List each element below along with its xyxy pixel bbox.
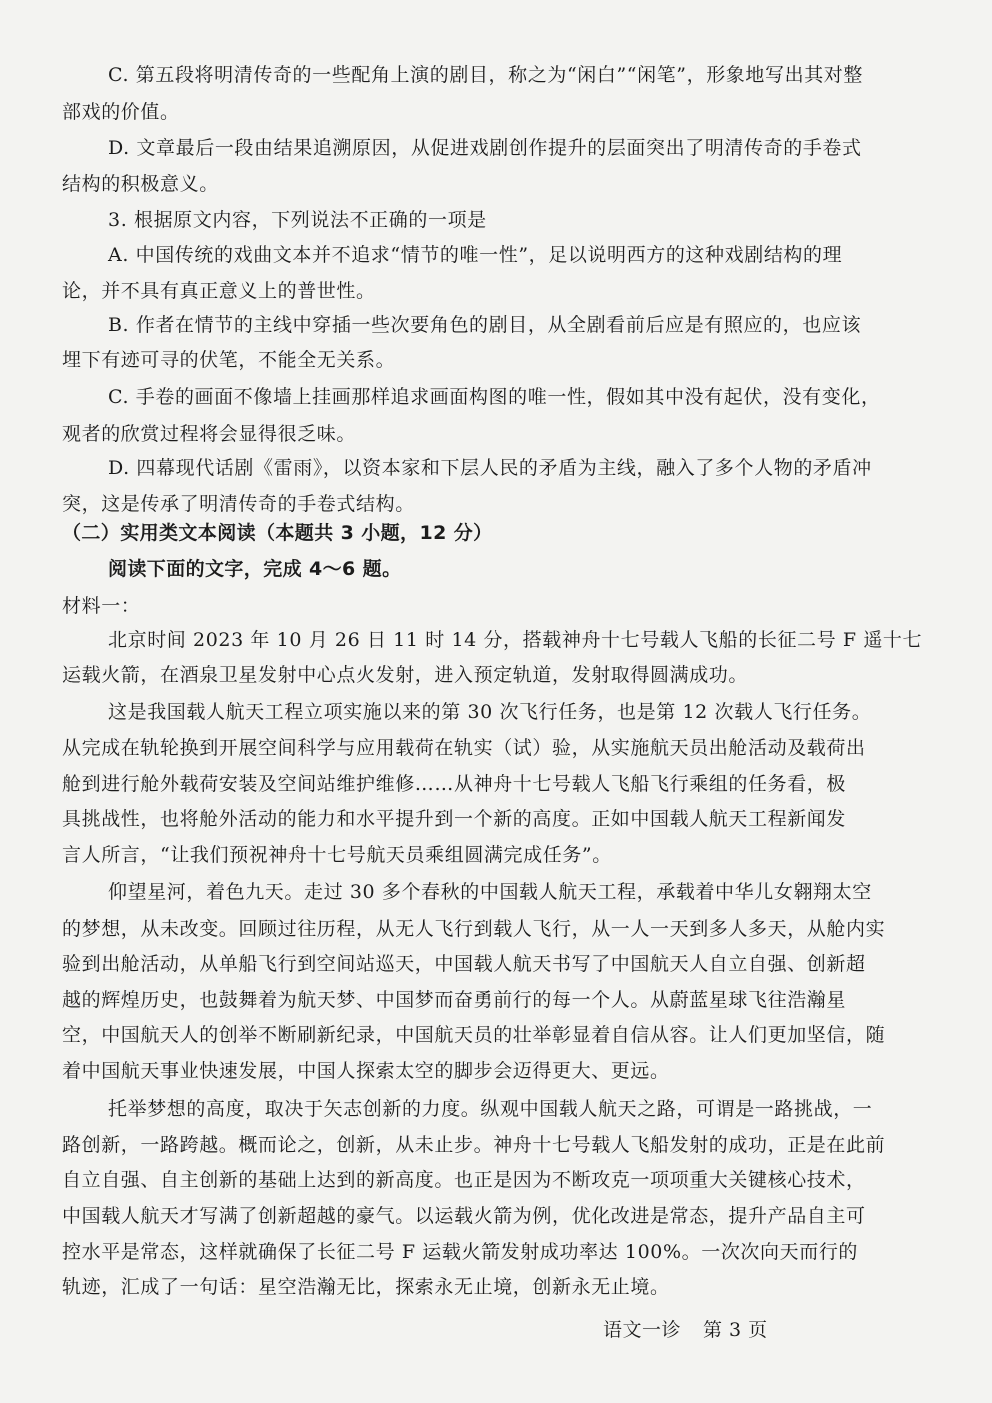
q3-option-b-line-1: B. 作者在情节的主线中穿插一些次要角色的剧目，从全剧看前后应是有照应的，也应该 <box>108 314 862 336</box>
q3-option-d-line-1: D. 四幕现代话剧《雷雨》，以资本家和下层人民的矛盾为主线，融入了多个人物的矛盾冲 <box>108 457 872 479</box>
material-label: 材料一： <box>62 595 141 617</box>
paragraph-1-line-2: 运载火箭，在酒泉卫星发射中心点火发射，进入预定轨道，发射取得圆满成功。 <box>62 664 749 686</box>
option-c-line-1: C. 第五段将明清传奇的一些配角上演的剧目，称之为“闲白”“闲笔”，形象地写出其对整 <box>108 64 863 86</box>
footer-page-number: 第 3 页 <box>703 1319 768 1341</box>
paragraph-4-line-6: 轨迹，汇成了一句话：星空浩瀚无比，探索永无止境，创新永无止境。 <box>62 1276 670 1298</box>
paragraph-4-line-4: 中国载人航天才写满了创新超越的豪气。以运载火箭为例，优化改进是常态，提升产品自主可 <box>62 1205 866 1227</box>
paragraph-3-line-2: 的梦想，从未改变。回顾过往历程，从无人飞行到载人飞行，从一人一天到多人多天，从舱内实 <box>62 918 886 940</box>
paragraph-2-line-3: 舱到进行舱外载荷安装及空间站维护维修……从神舟十七号载人飞船飞行乘组的任务看，极 <box>62 773 847 795</box>
q3-option-a-line-2: 论，并不具有真正意义上的普世性。 <box>62 280 376 302</box>
q3-option-a-line-1: A. 中国传统的戏曲文本并不追求“情节的唯一性”，足以说明西方的这种戏剧结构的理 <box>108 244 843 266</box>
paragraph-4-line-5: 控水平是常态，这样就确保了长征二号 F 运载火箭发射成功率达 100%。一次次向天而行的 <box>62 1241 859 1263</box>
paragraph-4-line-3: 自立自强、自主创新的基础上达到的新高度。也正是因为不断攻克一项项重大关键核心技术， <box>62 1169 866 1191</box>
option-d-line-1: D. 文章最后一段由结果追溯原因，从促进戏剧创作提升的层面突出了明清传奇的手卷式 <box>108 137 862 159</box>
q3-option-d-line-2: 突，这是传承了明清传奇的手卷式结构。 <box>62 493 415 515</box>
section-heading: （二）实用类文本阅读（本题共 3 小题，12 分） <box>62 522 493 544</box>
paragraph-3-line-4: 越的辉煌历史，也鼓舞着为航天梦、中国梦而奋勇前行的每一个人。从蔚蓝星球飞往浩瀚星 <box>62 989 847 1011</box>
q3-option-c-line-2: 观者的欣赏过程将会显得很乏味。 <box>62 423 357 445</box>
reading-instruction: 阅读下面的文字，完成 4～6 题。 <box>108 558 402 580</box>
paragraph-2-line-2: 从完成在轨轮换到开展空间科学与应用载荷在轨实（试）验，从实施航天员出舱活动及载荷出 <box>62 737 866 759</box>
paragraph-2-line-4: 具挑战性，也将舱外活动的能力和水平提升到一个新的高度。正如中国载人航天工程新闻发 <box>62 808 847 830</box>
paragraph-4-line-2: 路创新，一路跨越。概而论之，创新，从未止步。神舟十七号载人飞船发射的成功，正是在此前 <box>62 1134 886 1156</box>
paragraph-3-line-1: 仰望星河，着色九天。走过 30 多个春秋的中国载人航天工程，承载着中华儿女翱翔太空 <box>108 881 872 903</box>
paragraph-3-line-5: 空，中国航天人的创举不断刷新纪录，中国航天员的壮举彰显着自信从容。让人们更加坚信，随 <box>62 1024 886 1046</box>
option-c-line-2: 部戏的价值。 <box>62 101 180 123</box>
q3-option-c-line-1: C. 手卷的画面不像墙上挂画那样追求画面构图的唯一性，假如其中没有起伏，没有变化， <box>108 386 881 408</box>
option-d-line-2: 结构的积极意义。 <box>62 173 219 195</box>
page-footer <box>603 1318 768 1342</box>
footer-subject: 语文一诊 <box>603 1319 682 1341</box>
paragraph-3-line-3: 验到出舱活动，从单船飞行到空间站巡天，中国载人航天书写了中国航天人自立自强、创新超 <box>62 953 866 975</box>
q3-option-b-line-2: 埋下有迹可寻的伏笔，不能全无关系。 <box>62 349 396 371</box>
paragraph-1-line-1: 北京时间 2023 年 10 月 26 日 11 时 14 分，搭载神舟十七号载人飞船的长征二号 F 遥十七 <box>108 629 923 651</box>
paragraph-4-line-1: 托举梦想的高度，取决于矢志创新的力度。纵观中国载人航天之路，可谓是一路挑战，一 <box>108 1098 873 1120</box>
paragraph-3-line-6: 着中国航天事业快速发展，中国人探索太空的脚步会迈得更大、更远。 <box>62 1060 670 1082</box>
question-3-stem: 3. 根据原文内容，下列说法不正确的一项是 <box>108 209 487 231</box>
paragraph-2-line-1: 这是我国载人航天工程立项实施以来的第 30 次飞行任务，也是第 12 次载人飞行任务。 <box>108 701 872 723</box>
paragraph-2-line-5: 言人所言，“让我们预祝神舟十七号航天员乘组圆满完成任务”。 <box>62 844 612 866</box>
